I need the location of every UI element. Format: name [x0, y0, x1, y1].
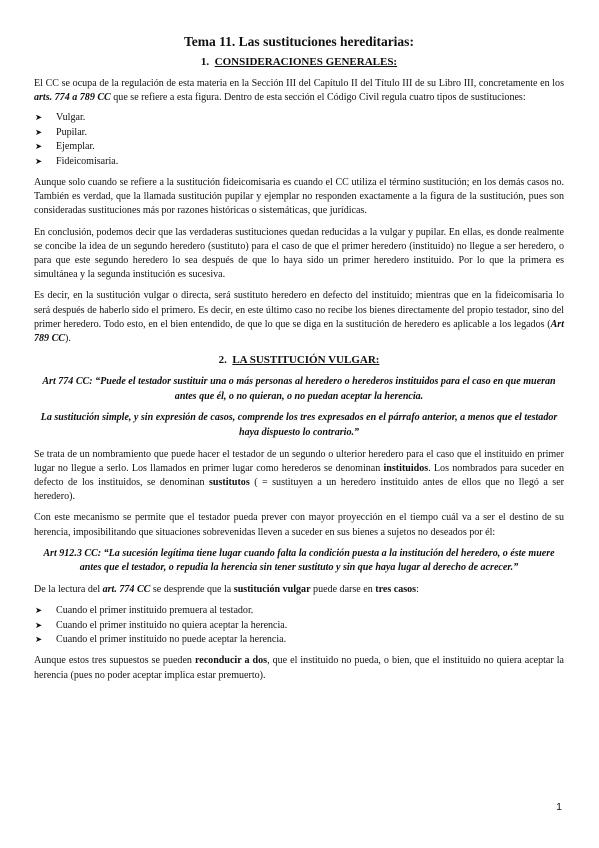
list-item: ➤ Vulgar.: [34, 111, 564, 125]
arrow-bullet-icon: ➤: [35, 113, 43, 124]
legal-quote-774-part-1: Art 774 CC: “Puede el testador sustituir una o más personas al heredero o herederos instituidos para el caso en que mueran antes que él, o no quieran, o no puedan aceptar la herencia.: [42, 376, 556, 402]
article-reference: arts. 774 a 789 CC: [34, 92, 111, 104]
list-item: ➤ Fideicomisaria.: [34, 155, 564, 169]
article-reference: art. 774 CC: [102, 584, 151, 596]
legal-quote-912: Art 912.3 CC: “La sucesión legítima tiene lugar cuando falta la condición puesta a la institución del heredero, o éste muere antes que el testador, o repudia la herencia sin tener sustituto y sin que haya lugar al derecho de acrecer.”: [43, 547, 555, 574]
section-heading-2: [34, 353, 564, 367]
paragraph-lectura: De la lectura del art. 774 CC se desprende que la sustitución vulgar puede darse en tres casos:: [34, 584, 419, 596]
paragraph-conclusion: En conclusión, podemos decir que las verdaderas sustituciones quedan reducidas a la vulgar y pupilar. En ellas, es donde realmente se concibe la idea de un segundo heredero (sustituto) para el caso de que el primer heredero (instituido) no llegue a ser heredero, o para que este segundo heredero lo sea después de que lo haya sido un primer heredero instituido. Por lo que la primera es simultánea y la segunda institución es sucesiva.: [34, 226, 564, 281]
section-label: LA SUSTITUCIÓN VULGAR:: [232, 354, 380, 367]
cases-list: [34, 604, 564, 647]
paragraph-intro: El CC se ocupa de la regulación de esta materia en la Sección III del Capítulo II del Título III de su Libro III, concretamente en los arts. 774 a 789 CC que se refiere a esta figura. Dentro de esta sección el Código Civil regula cuatro tipos de sustituciones:: [34, 78, 564, 104]
arrow-bullet-icon: ➤: [35, 606, 43, 617]
list-item: ➤ Cuando el primer instituido no quiera aceptar la herencia.: [34, 619, 564, 633]
paragraph-se-trata: Se trata de un nombramiento que puede hacer el testador de un segundo o ulterior heredero para el caso que el instituido en primer lugar no llegue a serlo. Los llamados en primer lugar como herederos se denominan instituidos. Los nombrados para suceder en defecto de los instituidos, se denominan sustitutos ( = sustituyen a un heredero instituido antes de ellos que no llegó a ser heredero).: [34, 448, 565, 503]
page-title: Tema 11. Las sustituciones hereditarias:: [184, 34, 414, 49]
arrow-bullet-icon: ➤: [35, 142, 43, 153]
paragraph-mecanismo: Con este mecanismo se permite que el testador pueda prever con mayor proyección en el tiempo cuál va a ser el destino de su herencia, imposibilitando que situaciones sobrevenidas lleven a suceder en sus bienes a sujetos no deseados por él:: [34, 512, 564, 538]
section-heading-1: [34, 55, 564, 69]
arrow-bullet-icon: ➤: [35, 620, 43, 631]
paragraph-aunque: Aunque solo cuando se refiere a la sustitución fideicomisaria es cuando el CC utiliza el término sustitución; en los demás casos no. También es verdad, que la llamada sustitución pupilar y ejemplar no responden exactamente a la figura de la sustitución, pues son consideradas sustituciones más por razones históricas o sistemáticas, que jurídicas.: [34, 177, 564, 217]
section-label: CONSIDERACIONES GENERALES:: [214, 56, 398, 68]
arrow-bullet-icon: ➤: [35, 156, 43, 167]
arrow-bullet-icon: ➤: [35, 635, 43, 646]
section-number: 1.: [200, 56, 210, 68]
list-item: ➤ Ejemplar.: [34, 140, 564, 154]
list-item: ➤ Cuando el primer instituido premuera al testador.: [34, 604, 564, 618]
article-reference: Art 789 CC: [34, 318, 564, 345]
arrow-bullet-icon: ➤: [35, 127, 43, 138]
list-item: ➤ Cuando el primer instituido no puede aceptar la herencia.: [34, 633, 564, 647]
legal-quote-774-part-2: La sustitución simple, y sin expresión de casos, comprende los tres expresados en el párrafo anterior, a menos que el testador haya dispuesto lo contrario.”: [40, 412, 558, 439]
paragraph-es-decir: Es decir, en la sustitución vulgar o directa, será sustituto heredero en defecto del instituido; mientras que en la fideicomisaria lo será después de haberlo sido el primero. Es decir, en este último caso no recibe los bienes directamente del propio testador, sino del primer heredero. Todo esto, en el bien entendido, de que lo que se diga en la sustitución de heredero es aplicable a los legados (Art 789 CC).: [34, 290, 564, 345]
types-list: [34, 111, 564, 169]
list-item: ➤ Pupilar.: [34, 126, 564, 140]
section-number: 2.: [218, 354, 227, 367]
paragraph-final: Aunque estos tres supuestos se pueden reconducir a dos, que el instituido no pueda, o bien, que el instituido no quiera aceptar la herencia (pues no poder aceptar implica estar premuerto).: [34, 655, 565, 681]
page-number: 1: [556, 801, 562, 813]
